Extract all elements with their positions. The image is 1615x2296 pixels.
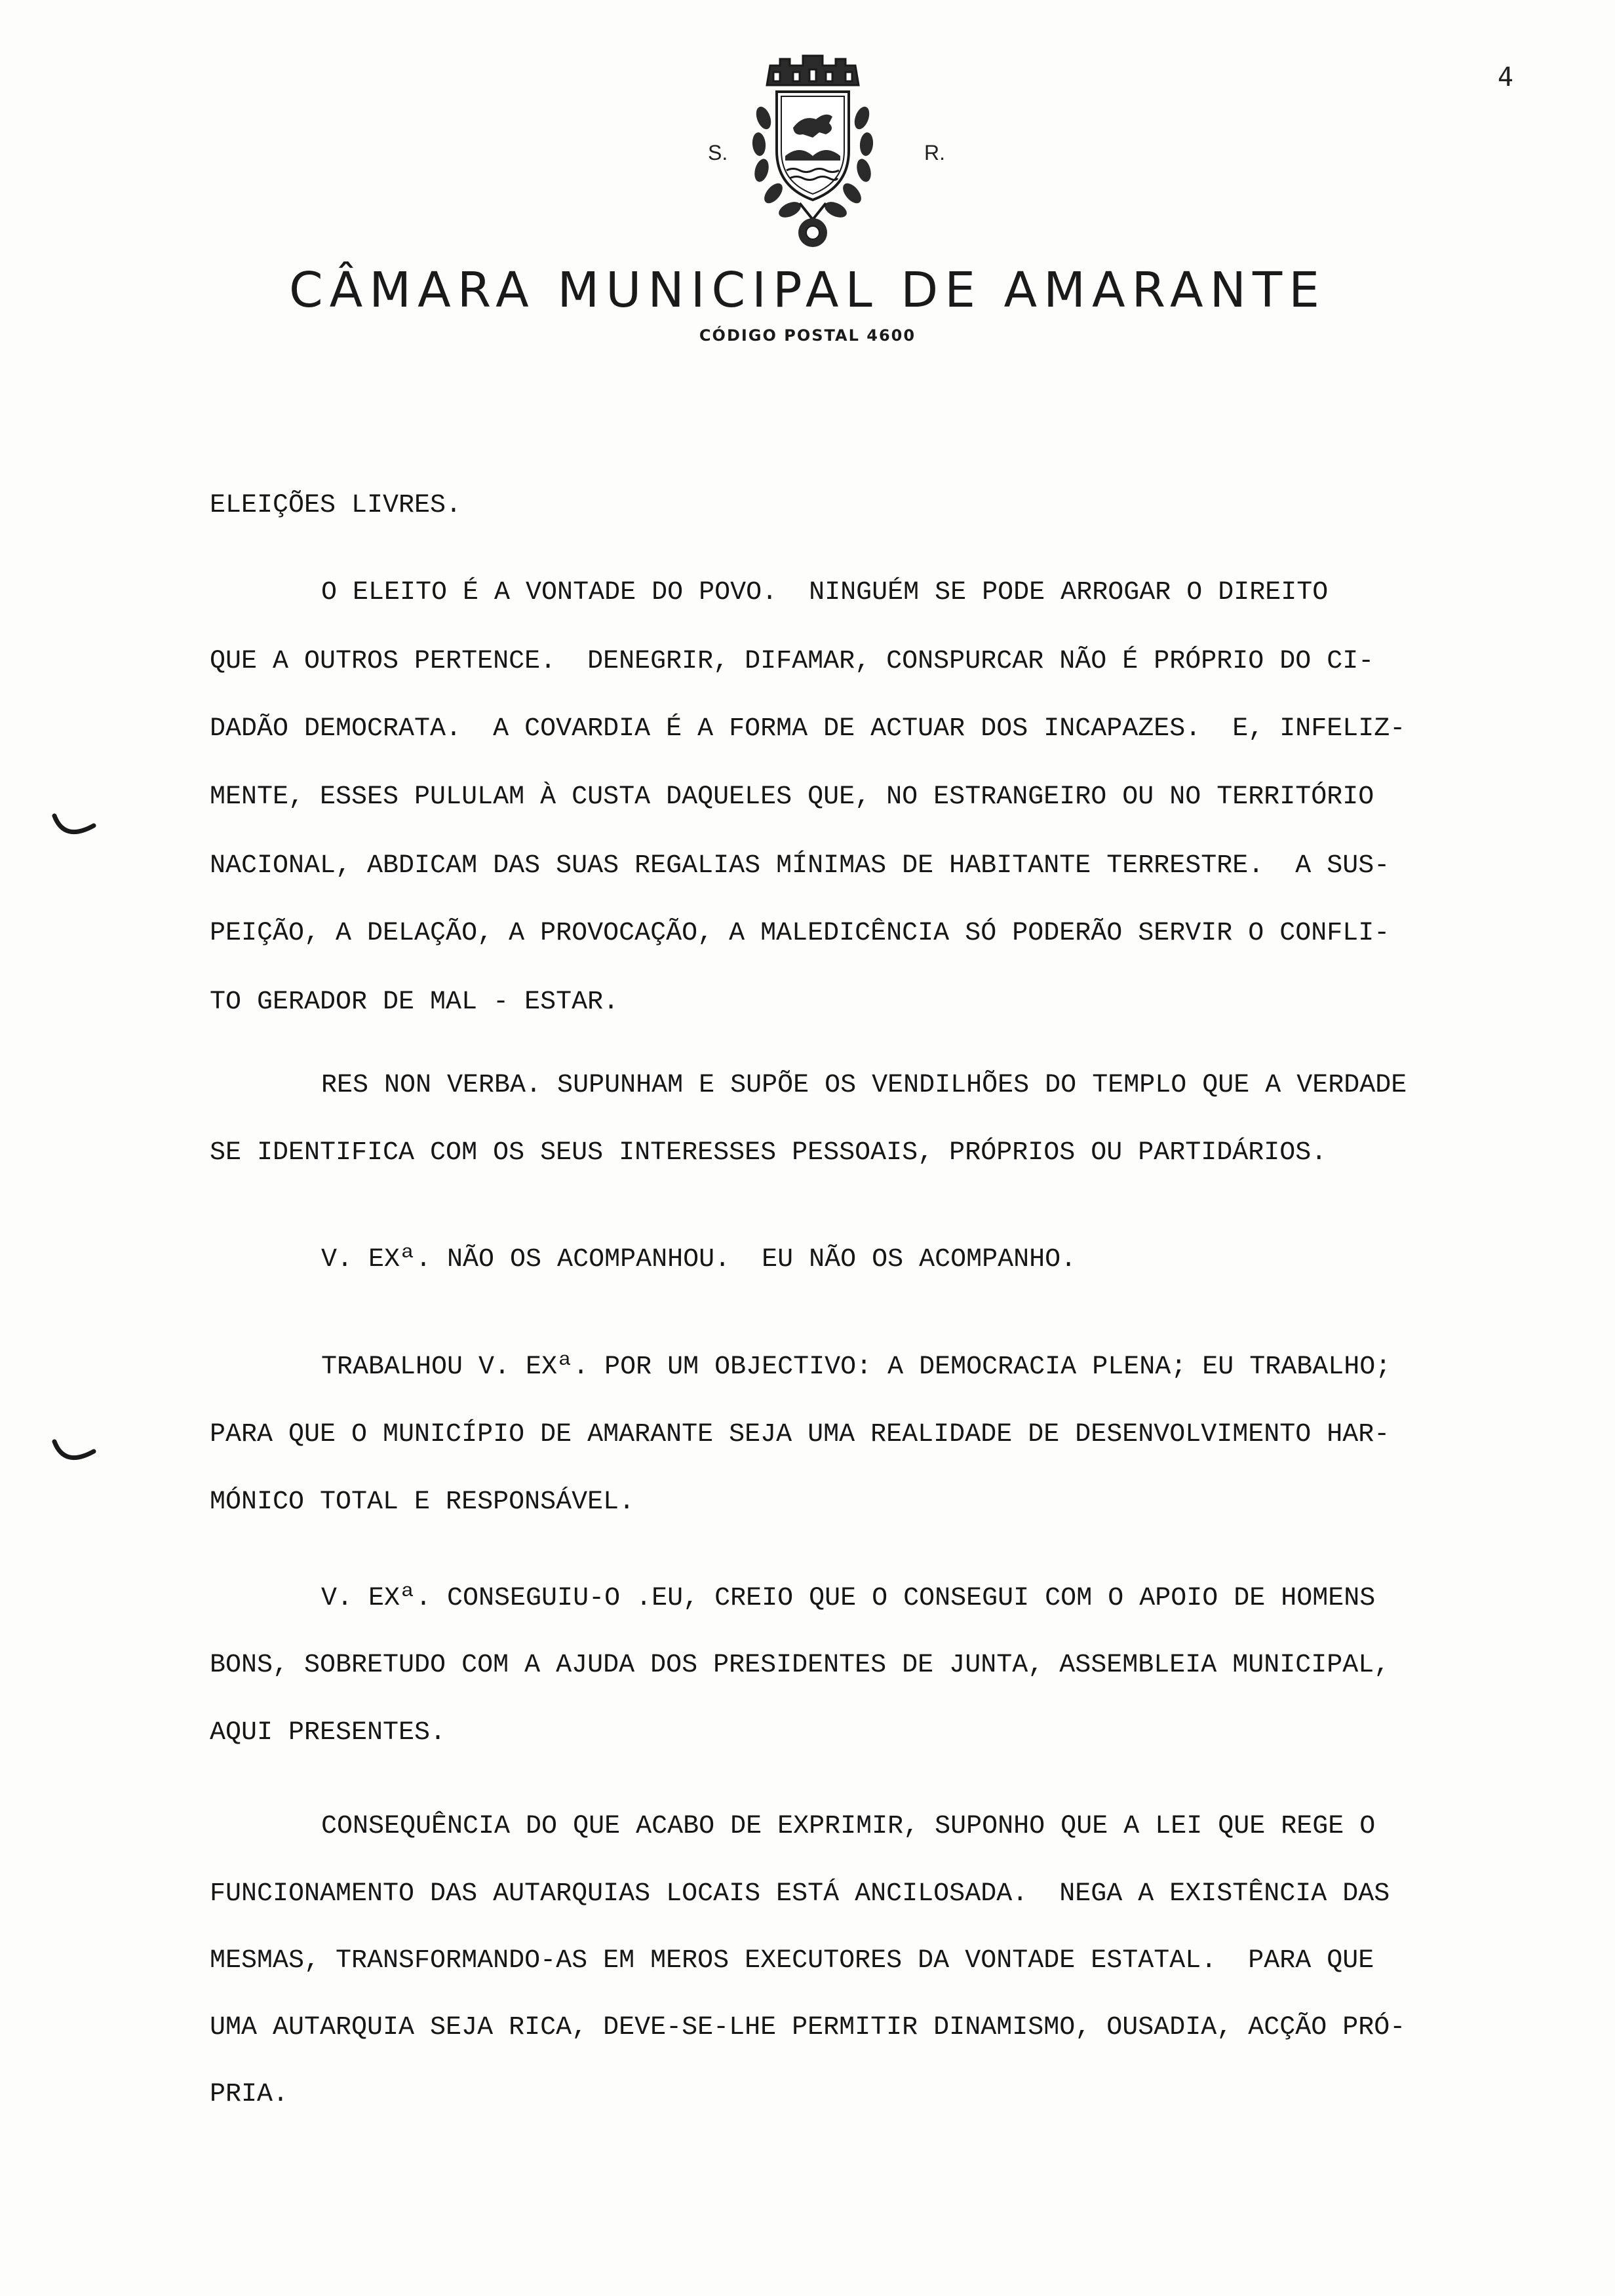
body-line: PEIÇÃO, A DELAÇÃO, A PROVOCAÇÃO, A MALEDICÊNCIA SÓ PODERÃO SERVIR O CONFLI- — [210, 919, 1390, 948]
body-line: V. EXª. CONSEGUIU-O .EU, CREIO QUE O CONSEGUI COM O APOIO DE HOMENS — [321, 1584, 1376, 1613]
body-line: ELEIÇÕES LIVRES. — [210, 491, 462, 520]
punch-mark-icon — [51, 813, 97, 845]
body-line: UMA AUTARQUIA SEJA RICA, DEVE-SE-LHE PERMITIR DINAMISMO, OUSADIA, ACÇÃO PRÓ- — [210, 2013, 1406, 2042]
body-line: TRABALHOU V. EXª. POR UM OBJECTIVO: A DEMOCRACIA PLENA; EU TRABALHO; — [321, 1352, 1391, 1382]
body-line: DADÃO DEMOCRATA. A COVARDIA É A FORMA DE ACTUAR DOS INCAPAZES. E, INFELIZ- — [210, 714, 1406, 744]
body-line: FUNCIONAMENTO DAS AUTARQUIAS LOCAIS ESTÁ ANCILOSADA. NEGA A EXISTÊNCIA DAS — [210, 1879, 1390, 1909]
body-line: QUE A OUTROS PERTENCE. DENEGRIR, DIFAMAR, CONSPURCAR NÃO É PRÓPRIO DO CI- — [210, 647, 1374, 676]
body-line: CONSEQUÊNCIA DO QUE ACABO DE EXPRIMIR, SUPONHO QUE A LEI QUE REGE O — [321, 1812, 1376, 1841]
body-line: PRIA. — [210, 2080, 289, 2109]
body-line: V. EXª. NÃO OS ACOMPANHOU. EU NÃO OS ACOMPANHO. — [321, 1245, 1077, 1274]
body-line: NACIONAL, ABDICAM DAS SUAS REGALIAS MÍNIMAS DE HABITANTE TERRESTRE. A SUS- — [210, 851, 1390, 881]
municipal-crest-icon — [741, 46, 885, 256]
page-number: 4 — [1497, 62, 1513, 92]
crest-letter-left: S. — [708, 141, 728, 164]
body-line: MÓNICO TOTAL E RESPONSÁVEL. — [210, 1487, 635, 1517]
body-line: AQUI PRESENTES. — [210, 1718, 446, 1748]
crest-letter-right: R. — [924, 141, 945, 164]
organization-name: CÂMARA MUNICIPAL DE AMARANTE — [289, 262, 1326, 318]
punch-mark-icon — [51, 1438, 97, 1471]
body-line: SE IDENTIFICA COM OS SEUS INTERESSES PESSOAIS, PRÓPRIOS OU PARTIDÁRIOS. — [210, 1138, 1327, 1168]
body-line: O ELEITO É A VONTADE DO POVO. NINGUÉM SE PODE ARROGAR O DIREITO — [321, 578, 1329, 607]
body-line: MENTE, ESSES PULULAM À CUSTA DAQUELES QUE, NO ESTRANGEIRO OU NO TERRITÓRIO — [210, 782, 1374, 812]
postal-code: CÓDIGO POSTAL 4600 — [699, 326, 916, 345]
body-line: BONS, SOBRETUDO COM A AJUDA DOS PRESIDENTES DE JUNTA, ASSEMBLEIA MUNICIPAL, — [210, 1651, 1390, 1680]
body-line: MESMAS, TRANSFORMANDO-AS EM MEROS EXECUTORES DA VONTADE ESTATAL. PARA QUE — [210, 1946, 1374, 1976]
body-line: RES NON VERBA. SUPUNHAM E SUPÕE OS VENDILHÕES DO TEMPLO QUE A VERDADE — [321, 1071, 1407, 1100]
body-line: TO GERADOR DE MAL - ESTAR. — [210, 987, 619, 1017]
body-line: PARA QUE O MUNICÍPIO DE AMARANTE SEJA UMA REALIDADE DE DESENVOLVIMENTO HAR- — [210, 1420, 1390, 1449]
